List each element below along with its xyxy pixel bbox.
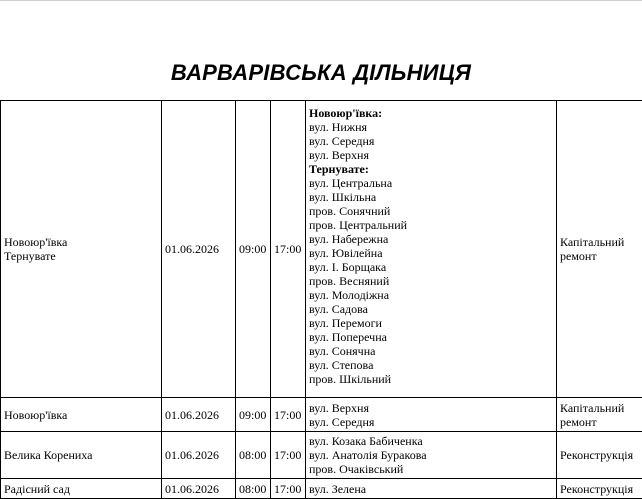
settlement-cell — [1, 479, 162, 499]
settlement-name: Велика Корениха — [4, 448, 158, 462]
settlement-name: Радісний сад — [4, 482, 158, 496]
settlement-cell — [1, 101, 162, 398]
date-cell: 01.06.2026 — [162, 479, 236, 499]
settlement-cell — [1, 432, 162, 479]
table-row — [1, 398, 642, 432]
outage-schedule-table — [0, 100, 642, 499]
work-type-text: ремонт — [560, 249, 639, 263]
time-to-cell: 17:00 — [271, 101, 306, 398]
street-item: вул. Поперечна — [309, 330, 553, 344]
page-title: ВАРВАРІВСЬКА ДІЛЬНИЦЯ — [0, 58, 642, 88]
street-item: пров. Сонячний — [309, 204, 553, 218]
street-item: вул. Молодіжна — [309, 288, 553, 302]
street-item: вул. Верхня — [309, 148, 553, 162]
work-type-cell — [557, 432, 642, 479]
street-item: вул. Центральна — [309, 176, 553, 190]
work-type-text: Капітальний — [560, 401, 639, 415]
street-item: вул. Анатолія Буракова — [309, 448, 553, 462]
settlement-name: Новоюр'ївка — [4, 235, 158, 249]
work-type-cell — [557, 101, 642, 398]
street-item: вул. Козака Бабиченка — [309, 434, 553, 448]
table-row — [1, 101, 642, 398]
date-cell: 01.06.2026 — [162, 398, 236, 432]
top-divider — [0, 0, 642, 1]
street-item: вул. Нижня — [309, 120, 553, 134]
table-row — [1, 479, 642, 499]
street-item: вул. Набережна — [309, 232, 553, 246]
streets-cell — [306, 398, 557, 432]
streets-cell — [306, 479, 557, 499]
work-type-text: Реконструкція — [560, 482, 639, 496]
time-from-cell: 09:00 — [236, 101, 271, 398]
street-item: вул. Шкільна — [309, 190, 553, 204]
street-item: вул. Перемоги — [309, 316, 553, 330]
street-item: вул. І. Борщака — [309, 260, 553, 274]
street-item: пров. Весняний — [309, 274, 553, 288]
table-row — [1, 432, 642, 479]
work-type-cell — [557, 398, 642, 432]
settlement-name: Тернувате — [4, 249, 158, 263]
time-to-cell: 17:00 — [271, 398, 306, 432]
time-from-cell: 08:00 — [236, 432, 271, 479]
date-cell: 01.06.2026 — [162, 432, 236, 479]
street-item: вул. Ювілейна — [309, 246, 553, 260]
work-type-cell — [557, 479, 642, 499]
street-item: вул. Степова — [309, 358, 553, 372]
settlement-cell — [1, 398, 162, 432]
street-item: вул. Верхня — [309, 401, 553, 415]
streets-cell — [306, 101, 557, 398]
work-type-text: Реконструкція — [560, 448, 639, 462]
village-heading: Новоюр'ївка: — [309, 106, 553, 120]
street-item: вул. Середня — [309, 415, 553, 429]
time-to-cell: 17:00 — [271, 479, 306, 499]
work-type-text: ремонт — [560, 415, 639, 429]
street-item: вул. Середня — [309, 134, 553, 148]
village-heading: Тернувате: — [309, 162, 553, 176]
street-item: пров. Очаківський — [309, 462, 553, 476]
streets-cell — [306, 432, 557, 479]
street-item: пров. Центральний — [309, 218, 553, 232]
time-to-cell: 17:00 — [271, 432, 306, 479]
date-cell: 01.06.2026 — [162, 101, 236, 398]
street-item: вул. Зелена — [309, 482, 553, 496]
time-from-cell: 08:00 — [236, 479, 271, 499]
street-item: вул. Садова — [309, 302, 553, 316]
street-item: пров. Шкільний — [309, 372, 553, 386]
work-type-text: Капітальний — [560, 235, 639, 249]
street-item: вул. Сонячна — [309, 344, 553, 358]
time-from-cell: 09:00 — [236, 398, 271, 432]
settlement-name: Новоюр'ївка — [4, 408, 158, 422]
